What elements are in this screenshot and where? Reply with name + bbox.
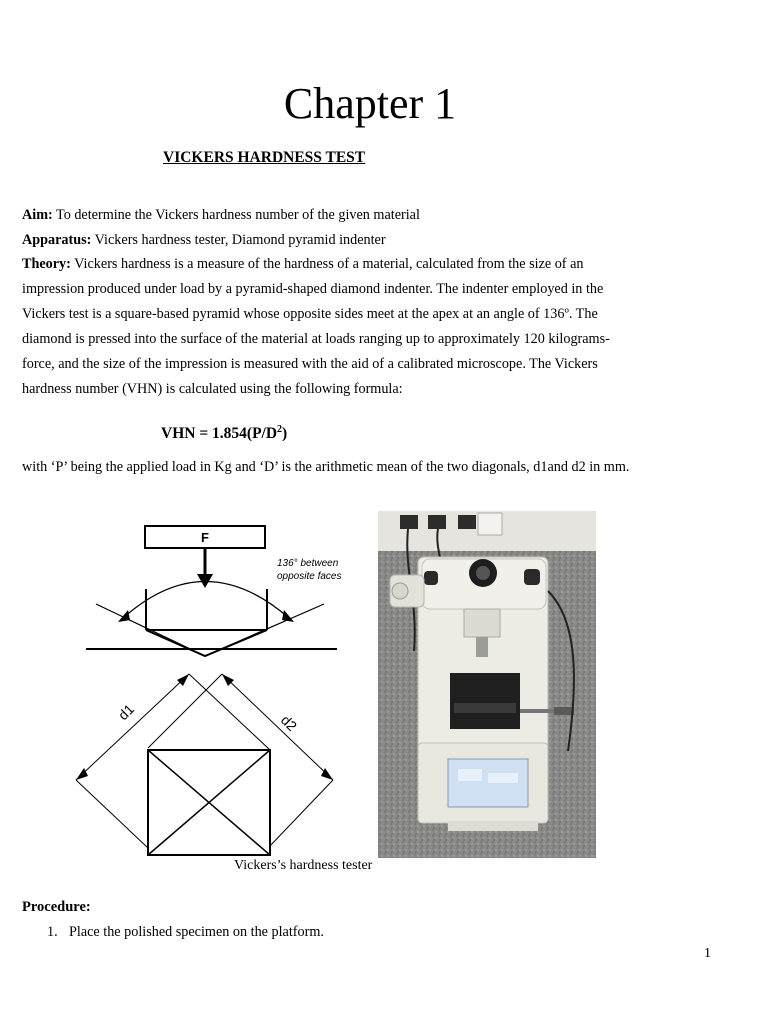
apparatus-line — [22, 230, 386, 250]
page-number: 1 — [704, 946, 711, 961]
apparatus-text: Vickers hardness tester, Diamond pyramid indenter — [91, 232, 386, 248]
theory-line-6: hardness number (VHN) is calculated using the following formula: — [22, 381, 403, 397]
step-number: 1. — [47, 924, 58, 940]
theory-line-2: impression produced under load by a pyramid-shaped diamond indenter. The indenter employed in the — [22, 281, 604, 297]
aim-line — [22, 205, 420, 225]
chapter-heading: Chapter 1 — [283, 79, 457, 128]
apparatus-label: Apparatus: — [22, 232, 92, 248]
angle-label-line-2: opposite faces — [277, 571, 342, 582]
theory-line-1 — [22, 254, 583, 274]
d1-label: d1 — [114, 700, 138, 724]
angle-label-line-1: 136° between — [277, 558, 339, 569]
theory-label: Theory: — [22, 256, 71, 272]
step-text: Place the polished specimen on the platform. — [69, 924, 324, 940]
procedure-heading: Procedure: — [22, 899, 91, 915]
force-label: F — [201, 530, 209, 545]
theory-line-3: Vickers test is a square-based pyramid whose opposite sides meet at the apex at an angle of 136º. The — [22, 306, 598, 322]
theory-line-5: force, and the size of the impression is measured with the aid of a calibrated microscope. The Vickers — [22, 356, 598, 372]
experiment-title: VICKERS HARDNESS TEST — [163, 149, 366, 166]
formula-explanation: with ‘P’ being the applied load in Kg and ‘D’ is the arithmetic mean of the two diagonals, d1and d2 in mm. — [22, 459, 630, 475]
d2-label: d2 — [277, 711, 301, 735]
figure-caption: Vickers’s hardness tester — [234, 858, 373, 873]
hardness-tester-photo — [378, 511, 596, 858]
aim-text: To determine the Vickers hardness number of the given material — [52, 207, 420, 223]
procedure-step — [47, 924, 324, 941]
vickers-indentation-diagram — [62, 514, 362, 859]
theory-line-4: diamond is pressed into the surface of the material at loads ranging up to approximately 120 kilograms- — [22, 331, 610, 347]
aim-label: Aim: — [22, 207, 53, 223]
theory-text: Vickers hardness is a measure of the hardness of a material, calculated from the size of an — [70, 256, 584, 272]
vhn-formula: VHN = $1.854(P/D^2)$ — [161, 424, 288, 442]
